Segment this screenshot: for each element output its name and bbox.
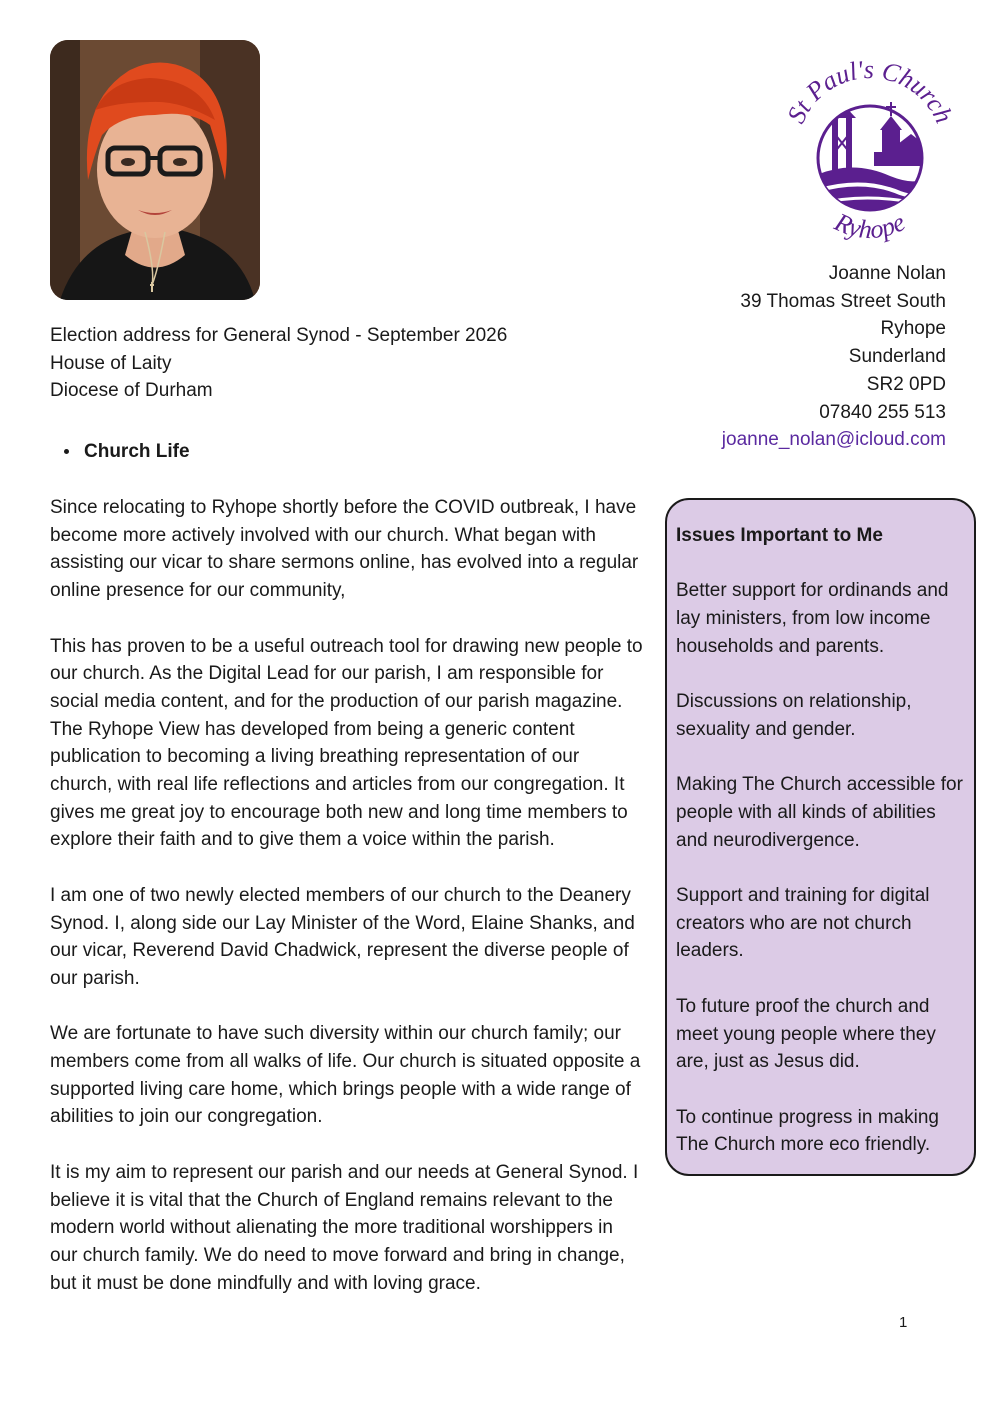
- contact-name: Joanne Nolan: [828, 263, 946, 284]
- issue-item: Discussions on relationship, sexuality and gender.: [676, 691, 912, 740]
- paragraph: Since relocating to Ryhope shortly before the COVID outbreak, I have become more actively involved with our church. What began with assisting our vicar to share sermons online, has evolved into a regular online presence for our community,: [50, 497, 639, 602]
- logo-top-text: St Paul's Church: [781, 58, 959, 128]
- issue-item: To continue progress in making The Church more eco friendly.: [676, 1106, 939, 1156]
- church-logo: [770, 58, 970, 258]
- election-intro: [50, 322, 507, 405]
- contact-postcode: SR2 0PD: [866, 373, 946, 395]
- contact-phone: 07840 255 513: [819, 401, 946, 423]
- contact-block: [722, 260, 946, 454]
- portrait-photo: [50, 40, 260, 300]
- intro-house-line: House of Laity: [50, 352, 172, 374]
- portrait-illustration: [50, 40, 260, 300]
- contact-town: Ryhope: [880, 318, 946, 340]
- paragraph: I am one of two newly elected members of our church to the Deanery Synod. I, along side our Lay Minister of the Word, Elaine Shanks, and our vicar, Reverend David Chadwick, represent the diverse people of our parish.: [50, 884, 635, 989]
- issue-item: Better support for ordinands and lay ministers, from low income households and parents.: [676, 580, 949, 657]
- intro-election-line: Election address for General Synod - September 2026: [50, 325, 508, 346]
- body-text: [50, 494, 645, 1325]
- paragraph: This has proven to be a useful outreach tool for drawing new people to our church. As the Digital Lead for our parish, I am responsible for social media content, and for the production of our parish magazine. The Ryhope View has developed from being a generic content publication to becoming a living breathing representation of our church, with real life reflections and articles from our congregation. It gives me great joy to encourage both new and long time members to explore their faith and to give them a voice within the parish.: [50, 635, 643, 851]
- issues-box: [665, 498, 976, 1176]
- issues-title: Issues Important to Me: [676, 525, 883, 546]
- paragraph: It is my aim to represent our parish and our needs at General Synod. I believe it is vital that the Church of England remains relevant to the modern world without alienating the more traditional worshippers in our church family. We do need to move forward and bring in change, but it must be done mindfully and with loving grace.: [50, 1161, 639, 1294]
- issue-item: Support and training for digital creators who are not church leaders.: [676, 885, 930, 962]
- section-list: [50, 438, 190, 465]
- intro-diocese-line: Diocese of Durham: [50, 380, 213, 402]
- issue-item: Making The Church accessible for people with all kinds of abilities and neurodivergence.: [676, 774, 963, 851]
- section-heading-church-life: Church Life: [50, 438, 190, 465]
- contact-email-link[interactable]: joanne_nolan@icloud.com: [721, 429, 946, 451]
- page-number: 1: [899, 1314, 908, 1331]
- contact-city: Sunderland: [848, 346, 946, 368]
- logo-bottom-text: Ryhope: [830, 207, 910, 245]
- paragraph: We are fortunate to have such diversity within our church family; our members come from all walks of life. Our church is situated opposite a supported living care home, which brings people with a wide range of abilities to join our congregation.: [50, 1023, 641, 1128]
- contact-street: 39 Thomas Street South: [740, 290, 946, 312]
- issue-item: To future proof the church and meet young people where they are, just as Jesus did.: [676, 995, 936, 1073]
